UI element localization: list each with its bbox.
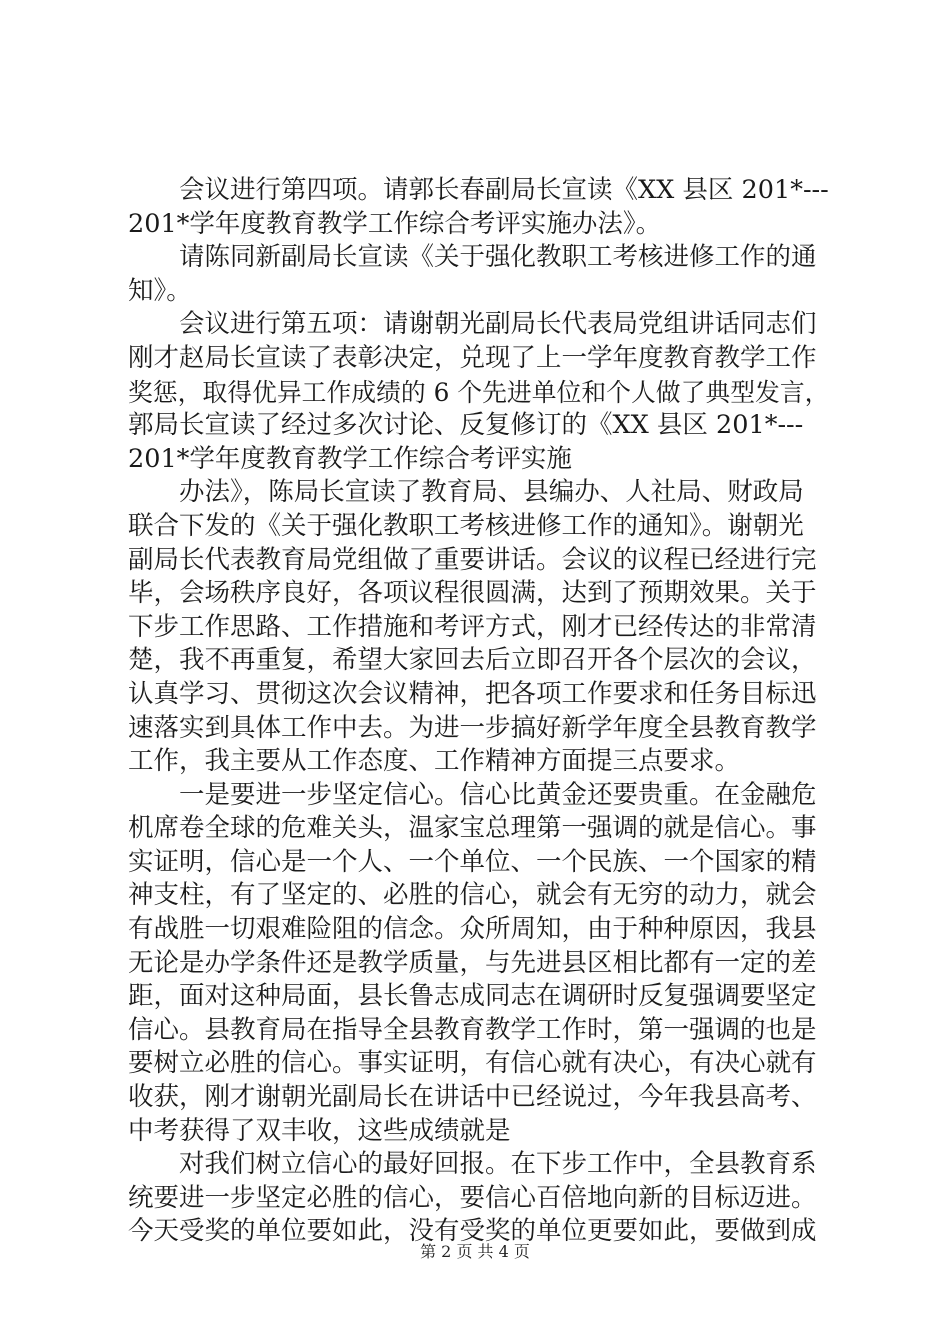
text-line: 刚才赵局长宣读了表彰决定，兑现了上一学年度教育教学工作 bbox=[128, 342, 817, 373]
text-line: 神支柱，有了坚定的、必胜的信心，就会有无穷的动力，就会 bbox=[128, 880, 817, 911]
text-line: 一是要进一步坚定信心。信心比黄金还要贵重。在金融危 bbox=[179, 779, 817, 810]
text-line: 请陈同新副局长宣读《关于强化教职工考核进修工作的通 bbox=[179, 242, 817, 273]
text-line: 会议进行第五项：请谢朝光副局长代表局党组讲话同志们 bbox=[179, 309, 817, 340]
text-line: 要树立必胜的信心。事实证明，有信心就有决心，有决心就有 bbox=[128, 1048, 817, 1079]
text-line: 知》。 bbox=[128, 275, 192, 306]
text-line: 收获，刚才谢朝光副局长在讲话中已经说过，今年我县高考、 bbox=[128, 1082, 817, 1113]
text-line: 办法》，陈局长宣读了教育局、县编办、人社局、财政局 bbox=[179, 477, 804, 508]
page-footer: 第 2 页 共 4 页 bbox=[420, 1242, 530, 1261]
text-line: 距，面对这种局面，县长鲁志成同志在调研时反复强调要坚定 bbox=[128, 981, 817, 1012]
text-line: 工作，我主要从工作态度、工作精神方面提三点要求。 bbox=[128, 746, 741, 777]
text-line: 今天受奖的单位要如此，没有受奖的单位更要如此，要做到成 bbox=[128, 1216, 817, 1247]
text-line: 速落实到具体工作中去。为进一步搞好新学年度全县教育教学 bbox=[128, 712, 817, 743]
text-line: 对我们树立信心的最好回报。在下步工作中，全县教育系 bbox=[179, 1149, 817, 1180]
document-body bbox=[128, 174, 828, 1249]
text-line: 201*学年度教育教学工作综合考评实施 bbox=[128, 443, 572, 474]
text-line: 副局长代表教育局党组做了重要讲话。会议的议程已经进行完 bbox=[128, 544, 817, 575]
text-line: 认真学习、贯彻这次会议精神，把各项工作要求和任务目标迅 bbox=[128, 678, 817, 709]
text-line: 下步工作思路、工作措施和考评方式，刚才已经传达的非常清 bbox=[128, 611, 817, 642]
text-line: 中考获得了双丰收，这些成绩就是 bbox=[128, 1115, 511, 1146]
text-line: 楚，我不再重复，希望大家回去后立即召开各个层次的会议， bbox=[128, 645, 817, 676]
text-line: 实证明，信心是一个人、一个单位、一个民族、一个国家的精 bbox=[128, 846, 817, 877]
text-line: 毕，会场秩序良好，各项议程很圆满，达到了预期效果。关于 bbox=[128, 578, 817, 609]
text-line: 机席卷全球的危难关头，温家宝总理第一强调的就是信心。事 bbox=[128, 813, 817, 844]
text-line: 有战胜一切艰难险阻的信念。众所周知，由于种种原因，我县 bbox=[128, 914, 817, 945]
text-line: 联合下发的《关于强化教职工考核进修工作的通知》。谢朝光 bbox=[128, 510, 804, 541]
text-line: 无论是办学条件还是教学质量，与先进县区相比都有一定的差 bbox=[128, 947, 817, 978]
text-line: 奖惩，取得优异工作成绩的 6 个先进单位和个人做了典型发言， bbox=[128, 377, 830, 407]
text-line: 郭局长宣读了经过多次讨论、反复修订的《XX 县区 201*--- bbox=[128, 410, 804, 441]
text-line: 会议进行第四项。请郭长春副局长宣读《XX 县区 201*--- bbox=[179, 175, 829, 205]
text-line: 201*学年度教育教学工作综合考评实施办法》。 bbox=[128, 208, 662, 239]
text-line: 信心。县教育局在指导全县教育教学工作时，第一强调的也是 bbox=[128, 1014, 817, 1045]
text-line: 统要进一步坚定必胜的信心，要信心百倍地向新的目标迈进。 bbox=[128, 1182, 817, 1213]
